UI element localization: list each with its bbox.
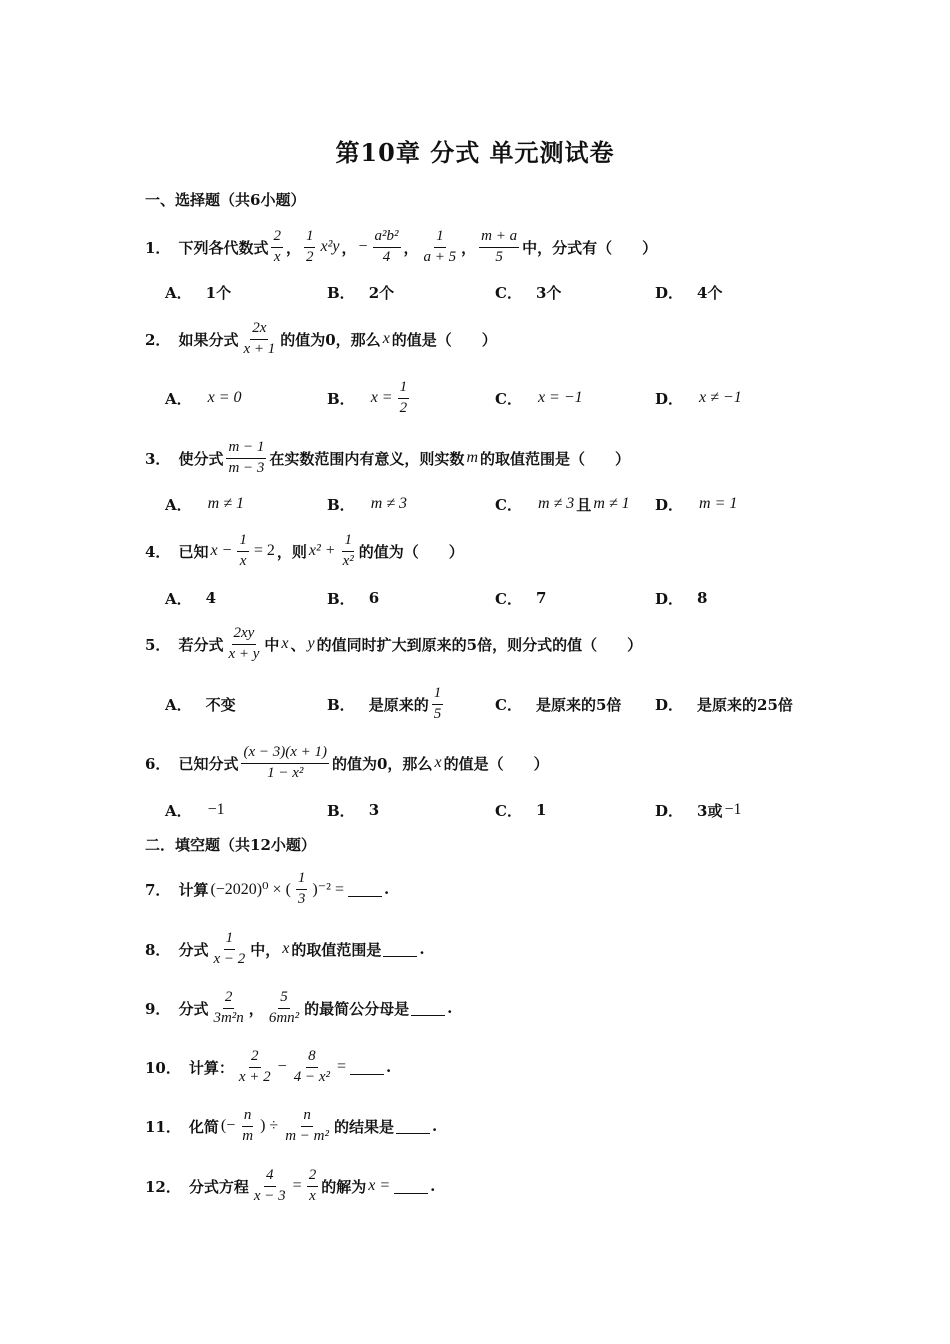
answer-blank[interactable] [350, 1060, 384, 1075]
option-c[interactable]: C． m ≠ 3 且 m ≠ 1 [495, 495, 630, 514]
question-12: 12． 分式方程 $\frac{4}{x - 3}$ = $\frac{2}{x}$ 的解为 x = . [145, 1167, 436, 1204]
question-9: 9． 分式 $\frac{2}{\text{3m²n}}$ ， $\frac{5}{\text{6mn²}}$ 的最简公分母是 . [145, 989, 453, 1026]
question-number: 4． [145, 542, 171, 561]
option-a[interactable]: A． 1个 [165, 283, 232, 302]
answer-blank[interactable] [348, 882, 382, 897]
fraction: $\frac{2}{\text{3m²n}}$ [213, 989, 244, 1026]
question-number: 5． [145, 635, 171, 654]
section-heading-choice: 一、选择题（共6小题） [145, 190, 306, 209]
fraction: $\frac{5}{\text{6mn²}}$ [268, 989, 300, 1026]
answer-blank[interactable] [411, 1001, 445, 1016]
fraction: $\frac{1}{x}$ [239, 532, 247, 569]
options-q5 [165, 685, 865, 722]
option-b[interactable]: B． m ≠ 3 [327, 495, 408, 514]
question-6: 6． 已知分式 $\frac{(x - 3)(x + 1)}{\text{1 − x²}}$ 的值为0，那么 x 的值是（ ） [145, 744, 549, 781]
option-a[interactable]: A． 4 [165, 589, 217, 608]
option-c[interactable]: C． 是原来的5倍 [495, 695, 622, 714]
question-number: 10． [145, 1058, 181, 1077]
option-d[interactable]: D． m = 1 [655, 495, 738, 514]
fraction: $\frac{m + a}{5}$ [481, 228, 518, 265]
fraction: $\frac{1}{2}$ [305, 228, 314, 265]
option-b[interactable]: B． x = $\frac{1}{2}$ [327, 379, 408, 416]
section-heading-fill: 二．填空题（共12小题） [145, 835, 316, 854]
question-2: 2． 如果分式 $\frac{2x}{x + 1}$ 的值为0，那么 x 的值是（ ） [145, 320, 497, 357]
fraction: $\frac{2}{x}$ [308, 1167, 317, 1204]
fraction: $\frac{8}{\text{4 − x²}}$ [293, 1048, 330, 1085]
options-q3 [165, 489, 865, 519]
options-q6 [165, 795, 865, 825]
fraction: $\frac{1}{2}$ [399, 379, 408, 416]
option-b[interactable]: B． 是原来的 $\frac{1}{5}$ [327, 685, 442, 722]
option-a[interactable]: A． −1 [165, 801, 225, 820]
answer-blank[interactable] [396, 1119, 430, 1134]
fraction: $\frac{1}{3}$ [297, 870, 306, 907]
question-4: 4． 已知 x − $\frac{1}{x}$ = 2 ，则 x² + $\frac{1}{\text{x²}}$ 的值为（ ） [145, 532, 464, 569]
fraction: $\frac{1}{5}$ [433, 685, 442, 722]
fraction: $\frac{n}{m}$ [242, 1107, 254, 1144]
option-d[interactable]: D． 4个 [655, 283, 723, 302]
options-q1 [165, 277, 865, 307]
fraction: $\frac{n}{\text{m − m²}}$ [285, 1107, 329, 1144]
option-b[interactable]: B． 2个 [327, 283, 395, 302]
question-number: 8． [145, 940, 171, 959]
question-text: 下列各代数式 [178, 238, 269, 257]
question-number: 2． [145, 330, 171, 349]
question-7: 7． 计算 (−2020)⁰ × ( $\frac{1}{3}$ )⁻² = . [145, 870, 390, 907]
question-8: 8． 分式 $\frac{1}{x - 2}$ 中， x 的取值范围是 . [145, 930, 425, 967]
option-d[interactable]: D． x ≠ −1 [655, 389, 742, 408]
question-number: 12． [145, 1177, 181, 1196]
fraction: $\frac{(x - 3)(x + 1)}{\text{1 − x²}}$ [243, 744, 327, 781]
question-1: 1． 下列各代数式 $\frac{2}{x}$ ， $\frac{1}{2}$ x²y ， − $\frac{\text{a²b²}}{4}$ ， $\frac{1}{a + 5}$ ， $\frac{m + a}{5}$ 中，分式有（ ） [145, 228, 658, 265]
fraction: $\frac{1}{a + 5}$ [423, 228, 457, 265]
fraction: $\frac{1}{x - 2}$ [213, 930, 246, 967]
fraction: $\frac{2xy}{x + y}$ [228, 625, 260, 662]
fraction: $\frac{2x}{x + 1}$ [243, 320, 276, 357]
option-a[interactable]: A． x = 0 [165, 389, 242, 408]
options-q2 [165, 379, 865, 416]
question-number: 1． [145, 238, 171, 257]
fraction: $\frac{m - 1}{m - 3}$ [228, 439, 265, 476]
option-c[interactable]: C． 7 [495, 589, 547, 608]
option-c[interactable]: C． 3个 [495, 283, 562, 302]
option-c[interactable]: C． 1 [495, 801, 547, 820]
question-number: 6． [145, 754, 171, 773]
option-d[interactable]: D． 8 [655, 589, 708, 608]
option-c[interactable]: C． x = −1 [495, 389, 583, 408]
question-10: 10． 计算： $\frac{2}{x + 2}$ − $\frac{8}{\text{4 − x²}}$ = . [145, 1048, 392, 1085]
option-a[interactable]: A． 不变 [165, 695, 236, 714]
question-11: 11． 化简 (− $\frac{n}{m}$ ) ÷ $\frac{n}{\text{m − m²}}$ 的结果是 . [145, 1107, 438, 1144]
option-d[interactable]: D． 是原来的25倍 [655, 695, 793, 714]
question-5: 5． 若分式 $\frac{2xy}{x + y}$ 中 x 、 y 的值同时扩大到原来的5倍，则分式的值（ ） [145, 625, 643, 662]
answer-blank[interactable] [383, 942, 417, 957]
option-b[interactable]: B． 3 [327, 801, 380, 820]
question-number: 11． [145, 1117, 181, 1136]
question-number: 3． [145, 449, 171, 468]
fraction: $\frac{\text{a²b²}}{4}$ [374, 228, 399, 265]
fraction: $\frac{4}{x - 3}$ [253, 1167, 286, 1204]
question-3: 3． 使分式 $\frac{m - 1}{m - 3}$ 在实数范围内有意义，则实数 m 的取值范围是（ ） [145, 439, 631, 476]
fraction: $\frac{2}{x}$ [273, 228, 281, 265]
question-text: 中，分式有（ ） [522, 238, 658, 257]
page-title: 第10章 分式 单元测试卷 [335, 138, 615, 167]
question-number: 7． [145, 880, 171, 899]
fraction: $\frac{1}{\text{x²}}$ [342, 532, 354, 569]
question-number: 9． [145, 999, 171, 1018]
fraction: $\frac{2}{x + 2}$ [238, 1048, 271, 1085]
options-q4 [165, 583, 865, 613]
answer-blank[interactable] [394, 1179, 428, 1194]
option-a[interactable]: A． m ≠ 1 [165, 495, 244, 514]
option-b[interactable]: B． 6 [327, 589, 380, 608]
option-d[interactable]: D． 3或 −1 [655, 801, 742, 820]
